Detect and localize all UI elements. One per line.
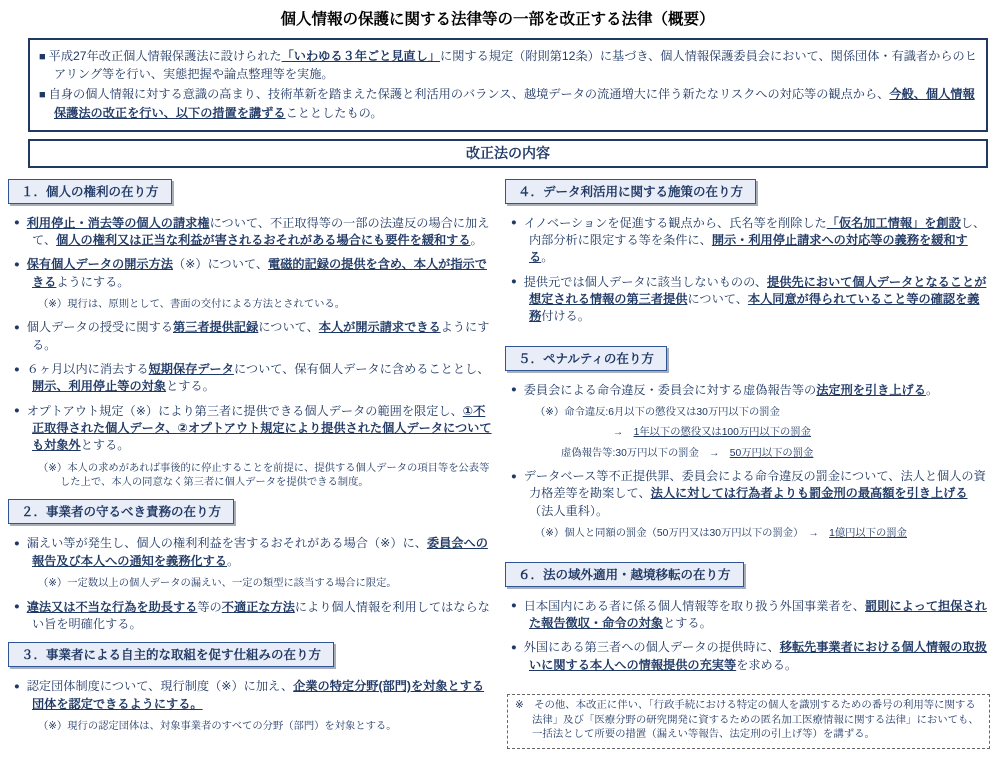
text-segment: を求める。 — [736, 657, 798, 672]
text-segment: 今般、個人情報保護法の改正を行い、以下の措置を講ずる — [54, 87, 975, 120]
text-segment: 平成27年改正個人情報保護法に設けられた — [48, 49, 282, 63]
section-4 — [505, 179, 990, 326]
text-segment: 外国にある第三者への個人データの提供時に、 — [523, 640, 780, 655]
section-5 — [505, 346, 990, 542]
text-segment: 1億円以下の罰金 — [829, 528, 907, 540]
text-segment: について、 — [687, 291, 748, 306]
circle-bullet-icon: ● — [14, 405, 20, 417]
circle-bullet-icon: ● — [511, 641, 517, 653]
text-segment: 個人の権利又は正当な利益が害されるおそれがある場合にも要件を緩和する — [56, 232, 471, 247]
circle-bullet-icon: ● — [14, 537, 20, 549]
text-segment: ①不正取得された個人データ、②オプトアウト規定により提供された個人データについても対象外 — [32, 403, 492, 453]
section-2-heading: ２．事業者の守るべき責務の在り方 — [8, 499, 234, 524]
circle-bullet-icon: ● — [14, 321, 20, 333]
text-segment: ようにする。 — [32, 320, 490, 352]
text-segment: とする。 — [166, 379, 215, 394]
text-segment: 利用停止・消去等の個人の請求権 — [26, 215, 210, 230]
section-1-heading: １．個人の権利の在り方 — [8, 179, 172, 204]
supplementary-note — [515, 699, 982, 743]
text-segment: こととしたもの。 — [285, 105, 383, 120]
bullet-item — [14, 535, 493, 570]
text-segment: 漏えい等が発生し、個人の権利利益を害するおそれがある場合（※）に、 — [26, 536, 427, 551]
footnote-line — [613, 426, 990, 440]
text-segment: （※）本人の求めがあれば事後的に停止することを前提に、提供する個人データの項目等を公表等した上で、本人の同意なく第三者に個人データを提供できる制度。 — [38, 462, 490, 489]
text-segment: （法人重科）。 — [529, 503, 609, 518]
text-segment: 短期保存データ — [148, 362, 234, 376]
note-marker: ※ — [515, 699, 535, 711]
text-segment: 提供先において個人データとなることが想定される情報の第三者提供 — [529, 274, 987, 306]
text-segment: 不適正な方法 — [221, 599, 295, 614]
text-segment: に関する規定（附則第12条）に基づき、個人情報保護委員会において、関係団体・有識者からのヒアリング等を行い、実態把握や論点整理等を実施。 — [54, 49, 977, 82]
text-segment: 移転先事業者における個人情報の取扱いに関する本人への情報提供の充実等 — [529, 640, 987, 672]
columns — [0, 179, 995, 750]
section-3 — [8, 642, 493, 734]
bullet-item — [511, 215, 990, 267]
footnote-line — [38, 298, 493, 312]
text-segment: （※）について、 — [173, 257, 269, 272]
text-segment: データベース等不正提供罪、委員会による命令違反の罰金について、法人と個人の資力格差等を勘案して、 — [523, 469, 986, 501]
section-6 — [505, 562, 990, 674]
supplementary-note-box — [507, 694, 990, 749]
bullet-item — [14, 361, 493, 396]
footnote-line — [561, 447, 990, 461]
text-segment: （※）現行の認定団体は、対象事業者のすべての分野（部門）を対象とする。 — [38, 720, 397, 732]
intro-bullet — [39, 85, 977, 121]
circle-bullet-icon: ● — [14, 601, 20, 613]
text-segment: その他、本改正に伴い、「行政手続における特定の個人を識別するための番号の利用等に関する法律」及び「医療分野の研究開発に資するための匿名加工医療情報に関する法律」においても、一括法として所要の措置（漏えい等報告、法定刑の引上げ等）を講ずる。 — [532, 699, 979, 741]
right-column — [505, 179, 990, 750]
left-column — [8, 179, 493, 744]
text-segment: とする。 — [80, 438, 130, 453]
text-segment: 本人が開示請求できる — [318, 320, 441, 335]
footnote-line — [38, 462, 493, 491]
bullet-item — [14, 256, 493, 291]
text-segment: イノベーションを促進する観点から、氏名等を削除した — [523, 215, 827, 230]
text-segment: 法人に対しては行為者よりも罰金刑の最高額を引き上げる — [650, 486, 968, 501]
text-segment: （※）個人と同額の罰金（50万円又は30万円以下の罰金） → — [535, 528, 830, 540]
text-segment: （※）命令違反:6月以下の懲役又は30万円以下の罰金 — [535, 406, 780, 418]
text-segment: について、不正取得等の一部の法違反の場合に加えて、 — [32, 215, 490, 247]
text-segment: 第三者提供記録 — [173, 320, 259, 335]
text-segment: （※）一定数以上の個人データの漏えい、一定の類型に該当する場合に限定。 — [38, 578, 397, 590]
text-segment: 罰則によって担保された報告徴収・命令の対象 — [529, 598, 987, 630]
section-5-heading: ５．ペナルティの在り方 — [505, 346, 667, 371]
text-segment: 。 — [470, 232, 483, 247]
text-segment: 本人同意が得られていること等の確認を義務 — [529, 291, 980, 324]
section-1 — [8, 179, 493, 491]
bullet-item — [14, 319, 493, 354]
text-segment: し、内部分析に限定する等を条件に、 — [529, 215, 986, 247]
text-segment: 1年以下の懲役又は100万円以下の罰金 — [633, 427, 811, 439]
text-segment: 。 — [541, 250, 554, 265]
text-segment: とする。 — [663, 615, 712, 630]
section-2 — [8, 499, 493, 633]
text-segment: 「仮名加工情報」を創設 — [826, 215, 961, 230]
square-bullet-icon: ■ — [39, 51, 46, 63]
text-segment: について、保有個人データに含めることとし、 — [233, 362, 490, 376]
section-4-heading: ４．データ利活用に関する施策の在り方 — [505, 179, 756, 204]
content-header: 改正法の内容 — [28, 139, 988, 168]
bullet-item — [14, 215, 493, 250]
text-segment: 委員会による命令違反・委員会に対する虚偽報告等の — [523, 382, 817, 397]
text-segment: 。 — [925, 382, 939, 397]
bullet-item — [511, 639, 990, 674]
text-segment: 委員会への報告及び本人への通知を義務化する — [32, 536, 488, 568]
text-segment: 虚偽報告等:30万円以下の罰金 → — [561, 447, 730, 459]
circle-bullet-icon: ● — [511, 276, 517, 288]
footnote-line — [535, 406, 990, 420]
circle-bullet-icon: ● — [14, 258, 20, 270]
text-segment: 自身の個人情報に対する意識の高まり、技術革新を踏まえた保護と利活用のバランス、越境データの流通増大に伴う新たなリスクへの対応等の観点から、 — [48, 87, 890, 102]
footnote-line — [38, 577, 493, 591]
text-segment: 日本国内にある者に係る個人情報等を取り扱う外国事業者を、 — [523, 598, 865, 613]
circle-bullet-icon: ● — [14, 363, 20, 375]
text-segment: → — [613, 427, 634, 439]
bullet-item — [14, 678, 493, 713]
text-segment: 開示・利用停止請求への対応等の義務を緩和する — [529, 232, 968, 265]
circle-bullet-icon: ● — [511, 470, 517, 482]
circle-bullet-icon: ● — [511, 384, 517, 396]
text-segment: 違法又は不当な行為を助長する — [26, 599, 198, 614]
circle-bullet-icon: ● — [511, 217, 517, 229]
text-segment: ６ヶ月以内に消去する — [26, 362, 149, 376]
footnote-line — [38, 720, 493, 734]
text-segment: により個人情報を利用してはならない旨を明確化する。 — [32, 599, 490, 631]
circle-bullet-icon: ● — [14, 680, 20, 692]
circle-bullet-icon: ● — [511, 600, 517, 612]
bullet-item — [511, 382, 990, 399]
text-segment: 等の — [197, 599, 222, 614]
intro-bullet — [39, 47, 977, 83]
section-6-heading: ６．法の域外適用・越境移転の在り方 — [505, 562, 744, 587]
text-segment: 開示、利用停止等の対象 — [32, 379, 167, 394]
text-segment: 。 — [227, 553, 240, 568]
bullet-item — [14, 403, 493, 455]
text-segment: オプトアウト規定（※）により第三者に提供できる個人データの範囲を限定し、 — [26, 403, 463, 418]
circle-bullet-icon: ● — [14, 217, 20, 229]
text-segment: 付ける。 — [541, 309, 590, 324]
text-segment: 保有個人データの開示方法 — [26, 257, 173, 272]
text-segment: ようにする。 — [56, 274, 130, 289]
text-segment: について、 — [258, 320, 319, 335]
bullet-item — [14, 599, 493, 634]
intro-box — [28, 38, 988, 132]
page-title: 個人情報の保護に関する法律等の一部を改正する法律（概要） — [280, 11, 715, 28]
text-segment: 企業の特定分野(部門)を対象とする団体を認定できるようにする。 — [32, 679, 485, 711]
bullet-item — [511, 468, 990, 520]
text-segment: 「いわゆる３年ごと見直し」 — [281, 49, 441, 63]
footnote-line — [535, 527, 990, 541]
square-bullet-icon: ■ — [39, 89, 46, 102]
text-segment: 法定刑を引き上げる — [816, 382, 926, 397]
text-segment: 提供元では個人データに該当しないものの、 — [523, 274, 768, 289]
bullet-item — [511, 274, 990, 326]
text-segment: 電磁的記録の提供を含め、本人が指示できる — [32, 257, 487, 289]
section-3-heading: ３．事業者による自主的な取組を促す仕組みの在り方 — [8, 642, 334, 667]
text-segment: 認定団体制度について、現行制度（※）に加え、 — [26, 679, 294, 694]
text-segment: 個人データの授受に関する — [26, 320, 173, 335]
text-segment: （※）現行は、原則として、書面の交付による方法とされている。 — [38, 298, 346, 310]
bullet-item — [511, 598, 990, 633]
text-segment: 50万円以下の罰金 — [729, 447, 814, 459]
